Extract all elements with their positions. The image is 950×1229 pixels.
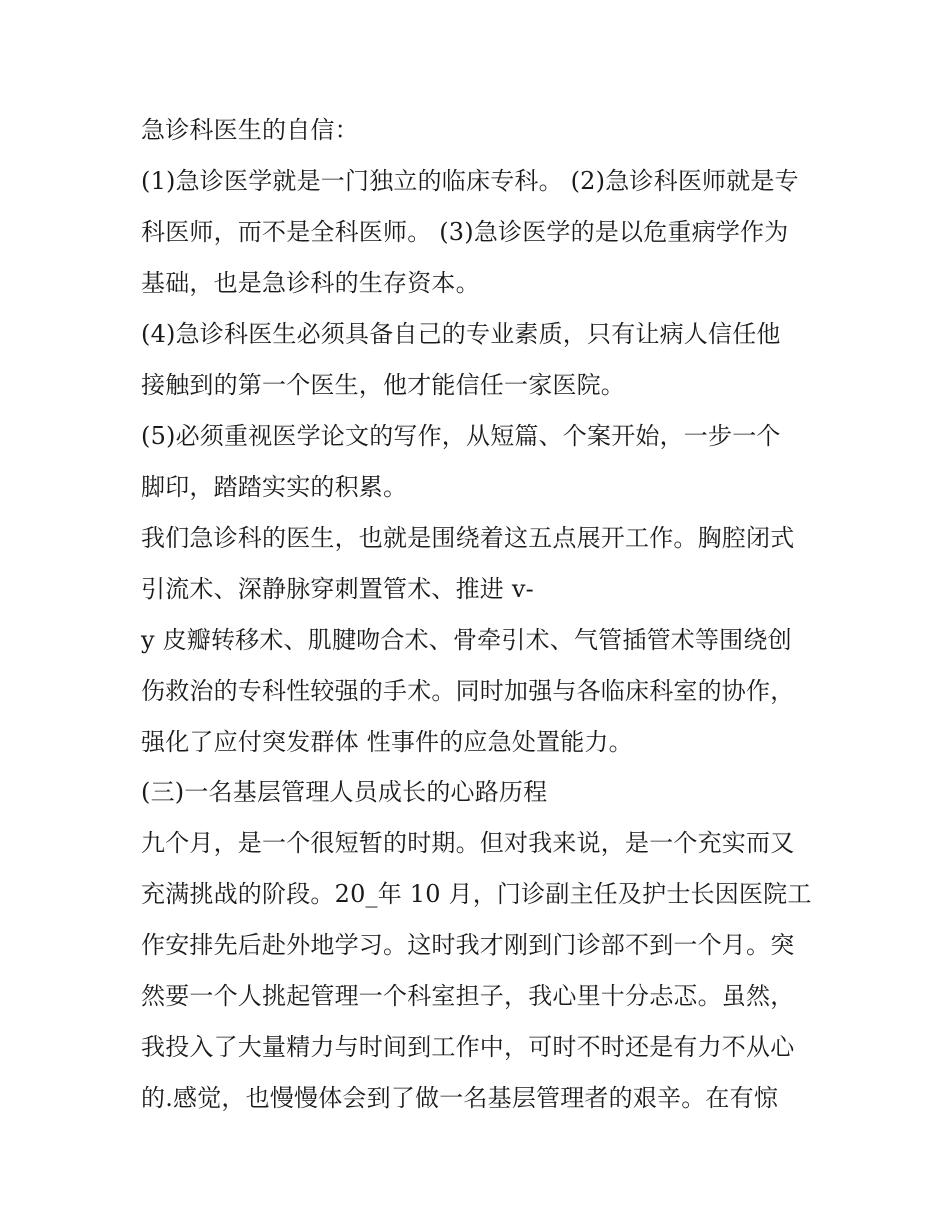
paragraph-line: (1)急诊医学就是一门独立的临床专科。 (2)急诊科医师就是专: [141, 167, 799, 195]
paragraph-line: 作安排先后赴外地学习。这时我才刚到门诊部不到一个月。突: [141, 931, 795, 959]
paragraph-line: y 皮瓣转移术、肌腱吻合术、骨牵引术、气管插管术等围绕创: [141, 626, 792, 654]
paragraph-line: 九个月，是一个很短暂的时期。但对我来说，是一个充实而又: [141, 829, 795, 857]
paragraph-line: (4)急诊科医生必须具备自己的专业素质，只有让病人信任他: [141, 320, 781, 348]
paragraph-line: 基础，也是急诊科的生存资本。: [141, 269, 480, 297]
paragraph-line: 的.感觉，也慢慢体会到了做一名基层管理者的艰辛。在有惊: [141, 1084, 779, 1112]
paragraph-line: 然要一个人挑起管理一个科室担子，我心里十分忐忑。虽然，: [141, 982, 795, 1010]
paragraph-line: 脚印，踏踏实实的积累。: [141, 473, 408, 501]
paragraph-line: 我们急诊科的医生，也就是围绕着这五点展开工作。胸腔闭式: [141, 524, 795, 552]
paragraph-line: 充满挑战的阶段。20_年 10 月，门诊副主任及护士长因医院工: [141, 880, 812, 908]
paragraph-line: 伤救治的专科性较强的手术。同时加强与各临床科室的协作，: [141, 677, 795, 705]
paragraph-line: 引流术、深静脉穿刺置管术、推进 v-: [141, 575, 534, 603]
paragraph-line: 我投入了大量精力与时间到工作中，可时不时还是有力不从心: [141, 1033, 795, 1061]
heading-er-doctor-confidence: 急诊科医生的自信：: [141, 116, 359, 144]
section-heading: (三)一名基层管理人员成长的心路历程: [141, 778, 548, 806]
paragraph-line: 强化了应付突发群体 性事件的应急处置能力。: [141, 728, 633, 756]
paragraph-line: 科医师，而不是全科医师。 (3)急诊医学的是以危重病学作为: [141, 218, 789, 246]
paragraph-line: 接触到的第一个医生，他才能信任一家医院。: [141, 371, 625, 399]
paragraph-line: (5)必须重视医学论文的写作，从短篇、个案开始，一步一个: [141, 422, 781, 450]
